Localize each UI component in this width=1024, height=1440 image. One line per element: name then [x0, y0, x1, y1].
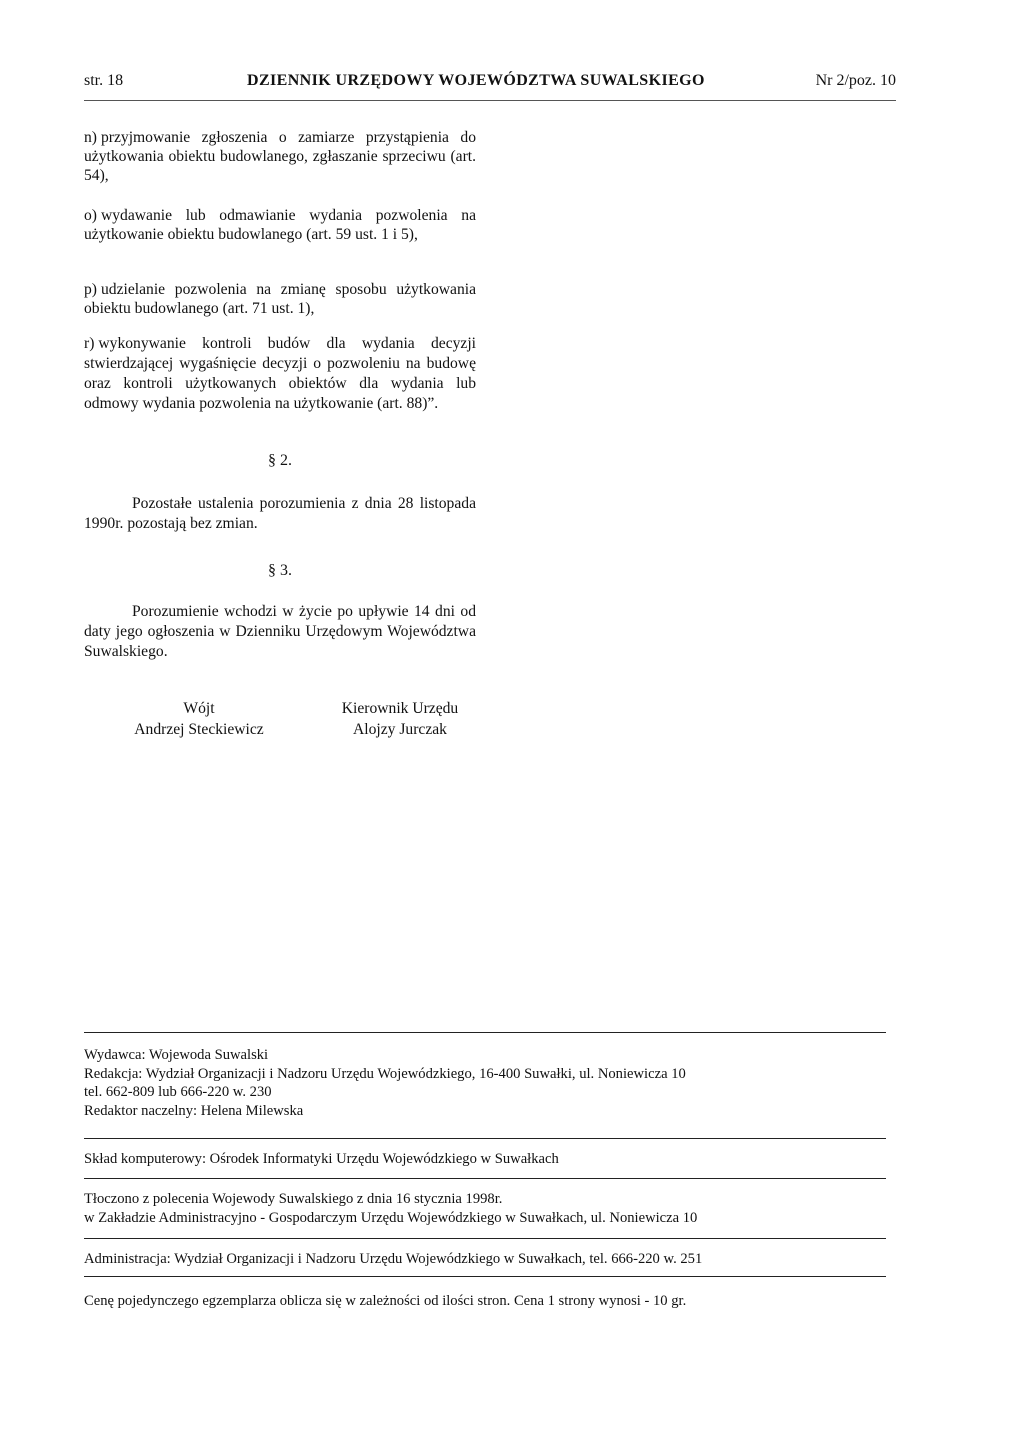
- footer-rule: [84, 1138, 886, 1139]
- page-header: [84, 72, 896, 96]
- signature-wojt: [84, 698, 314, 740]
- item-label: o): [84, 207, 97, 224]
- page-number: str. 18: [84, 72, 124, 89]
- footer-rule: [84, 1276, 886, 1277]
- section-3-text: Porozumienie wchodzi w życie po upływie 14 dni od daty jego ogłoszenia w Dzienniku Urzędowym Województwa Suwalskiego.: [84, 603, 476, 660]
- header-rule: [84, 100, 896, 101]
- item-text: przyjmowanie zgłoszenia o zamiarze przystąpienia do użytkowania obiektu budowlanego, zgłaszanie sprzeciwu (art. 54),: [84, 129, 476, 184]
- price: Cenę pojedynczego egzemplarza oblicza się w zależności od ilości stron. Cena 1 strony wynosi - 10 gr.: [84, 1293, 687, 1309]
- footer-rule: [84, 1032, 886, 1033]
- section-2-text: Pozostałe ustalenia porozumienia z dnia 28 listopada 1990r. pozostają bez zmian.: [84, 495, 476, 532]
- publisher: Wydawca: Wojewoda Suwalski: [84, 1047, 269, 1063]
- administration: Administracja: Wydział Organizacji i Nadzoru Urzędu Wojewódzkiego w Suwałkach, tel. 666-220 w. 251: [84, 1251, 703, 1267]
- printing-house: w Zakładzie Administracyjno - Gospodarczym Urzędu Wojewódzkiego w Suwałkach, ul. Noniewicza 10: [84, 1209, 698, 1226]
- item-label: p): [84, 281, 97, 298]
- editorial-office: Redakcja: Wydział Organizacji i Nadzoru Urzędu Wojewódzkiego, 16-400 Suwałki, ul. Noniewicza 10: [84, 1065, 686, 1082]
- list-item-o: [84, 206, 476, 244]
- signature-role: Wójt: [183, 700, 215, 717]
- list-item-r: [84, 334, 476, 414]
- colophon-editorial: [84, 1046, 886, 1120]
- item-text: udzielanie pozwolenia na zmianę sposobu użytkowania obiektu budowlanego (art. 71 ust. 1),: [84, 281, 476, 317]
- item-label: r): [84, 335, 95, 352]
- colophon-printing: [84, 1190, 886, 1227]
- issue-number: Nr 2/poz. 10: [815, 72, 896, 89]
- item-text: wydawanie lub odmawianie wydania pozwolenia na użytkowanie obiektu budowlanego (art. 59 ust. 1 i 5),: [84, 207, 476, 243]
- section-2-heading: § 2.: [268, 452, 292, 469]
- item-text: wykonywanie kontroli budów dla wydania decyzji stwierdzającej wygaśnięcie decyzji o pozwoleniu na budowę oraz kontroli użytkowanych obiektów dla wydania lub odmowy wydania pozwolenia na użytkowanie (art. 88)”.: [84, 335, 476, 412]
- phone: tel. 662-809 lub 666-220 w. 230: [84, 1084, 272, 1100]
- section-3-heading: § 3.: [268, 562, 292, 579]
- list-item-p: [84, 280, 476, 318]
- typesetting: Skład komputerowy: Ośrodek Informatyki Urzędu Wojewódzkiego w Suwałkach: [84, 1151, 559, 1167]
- footer-rule: [84, 1178, 886, 1179]
- colophon-price: [84, 1292, 886, 1311]
- colophon-typesetting: [84, 1150, 886, 1169]
- colophon-administration: [84, 1250, 886, 1269]
- printed-by: Tłoczono z polecenia Wojewody Suwalskiego z dnia 16 stycznia 1998r.: [84, 1191, 503, 1207]
- signature-name: Andrzej Steckiewicz: [134, 721, 264, 738]
- list-item-n: [84, 128, 476, 185]
- signature-name: Alojzy Jurczak: [353, 721, 447, 738]
- footer-rule: [84, 1238, 886, 1239]
- item-label: n): [84, 129, 97, 146]
- journal-title: DZIENNIK URZĘDOWY WOJEWÓDZTWA SUWALSKIEGO: [247, 72, 705, 89]
- signature-kierownik: [300, 698, 500, 740]
- chief-editor: Redaktor naczelny: Helena Milewska: [84, 1102, 304, 1119]
- signature-role: Kierownik Urzędu: [341, 700, 459, 717]
